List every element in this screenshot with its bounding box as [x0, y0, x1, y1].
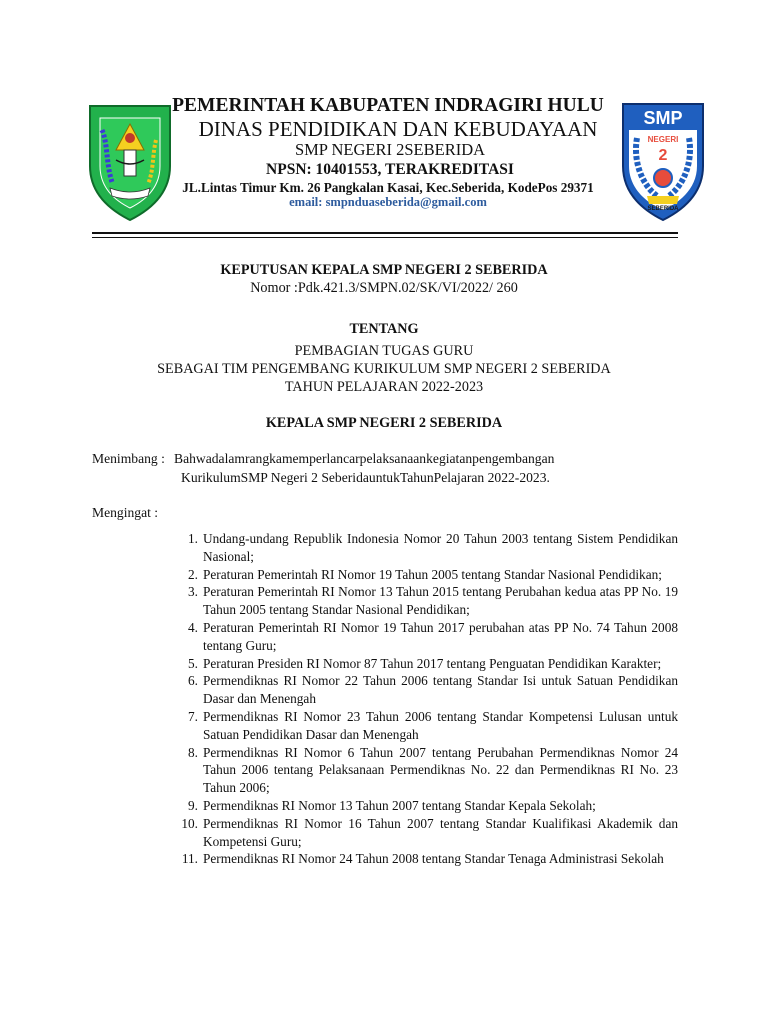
mengingat-label: Mengingat :: [92, 505, 159, 520]
list-item-text: Permendiknas RI Nomor 6 Tahun 2007 tentang Perubahan Permendiknas Nomor 24 Tahun 2006 tentang Pelaksanaan Permendiknas No. 22 dan Permendiknas RI No. 23 Tahun 2006;: [203, 744, 678, 796]
list-item: [0, 566, 678, 584]
letterhead-government: PEMERINTAH KABUPATEN INDRAGIRI HULU: [172, 95, 604, 116]
list-item: [0, 815, 678, 851]
letterhead-divider-thin: [92, 237, 678, 238]
decree-subject-line3: TAHUN PELAJARAN 2022-2023: [284, 379, 484, 395]
list-item-number: 7.: [188, 708, 198, 724]
letterhead-npsn: NPSN: 10401553, TERAKREDITASI: [266, 161, 514, 178]
decree-issuer: KEPALA SMP NEGERI 2 SEBERIDA: [265, 415, 503, 431]
list-item-text: Permendiknas RI Nomor 24 Tahun 2008 tentang Standar Tenaga Administrasi Sekolah: [203, 851, 664, 867]
list-item-number: 10.: [181, 815, 198, 831]
list-item-text: Permendiknas RI Nomor 23 Tahun 2006 tentang Standar Kompetensi Lulusan untuk Satuan Pendidikan Dasar dan Menengah: [203, 708, 678, 742]
mengingat-list: [0, 530, 768, 868]
letterhead-divider-thick: [92, 232, 678, 234]
decree-number: Nomor :Pdk.421.3/SMPN.02/SK/VI/2022/ 260: [250, 280, 518, 296]
letterhead-address: JL.Lintas Timur Km. 26 Pangkalan Kasai, Kec.Seberida, KodePos 29371: [182, 180, 594, 195]
list-item: [0, 708, 678, 744]
list-item-text: Peraturan Presiden RI Nomor 87 Tahun 2017 tentang Penguatan Pendidikan Karakter;: [203, 655, 662, 671]
list-item-text: Peraturan Pemerintah RI Nomor 13 Tahun 2015 tentang Perubahan kedua atas PP No. 19 Tahun 2005 tentang Standar Nasional Pendidikan;: [203, 584, 678, 618]
school-logo-text-seberida: SEBERIDA: [647, 206, 679, 212]
school-logo-text-negeri: NEGERI: [647, 135, 679, 144]
letterhead-email: email: smpnduaseberida@gmail.com: [289, 195, 487, 209]
menimbang-label: Menimbang :: [92, 451, 165, 466]
list-item-text: Peraturan Pemerintah RI Nomor 19 Tahun 2005 tentang Standar Nasional Pendidikan;: [203, 566, 662, 582]
menimbang-text-line2: KurikulumSMP Negeri 2 SeberidauntukTahunPelajaran 2022-2023.: [181, 470, 550, 485]
decree-subject-line1: PEMBAGIAN TUGAS GURU: [294, 343, 474, 359]
list-item: [0, 655, 678, 673]
list-item: [0, 850, 678, 868]
list-item: [0, 672, 678, 708]
list-item-number: 9.: [188, 797, 198, 813]
list-item-number: 1.: [188, 531, 198, 546]
list-item-text: Undang-undang Republik Indonesia Nomor 20 Tahun 2003 tentang Sistem Pendidikan Nasional;: [203, 531, 678, 564]
list-item-text: Peraturan Pemerintah RI Nomor 19 Tahun 2017 perubahan atas PP No. 74 Tahun 2008 tentang Guru;: [203, 619, 678, 653]
menimbang-text-line1: Bahwadalamrangkamemperlancarpelaksanaankegiatanpengembangan: [174, 451, 555, 466]
list-item: [0, 583, 678, 619]
list-item-text: Permendiknas RI Nomor 22 Tahun 2006 tentang Standar Isi untuk Satuan Pendidikan Dasar dan Menengah: [203, 673, 678, 707]
school-logo-text-smp: SMP: [643, 108, 683, 128]
list-item-number: 5.: [188, 655, 198, 671]
list-item: [0, 530, 678, 566]
decree-tentang: TENTANG: [349, 321, 419, 337]
list-item-number: 11.: [181, 851, 198, 867]
list-item: [0, 744, 678, 797]
list-item-text: Permendiknas RI Nomor 16 Tahun 2007 tentang Standar Kualifikasi Akademik dan Kompetensi Guru;: [203, 815, 678, 849]
letterhead-department: DINAS PENDIDIKAN DAN KEBUDAYAAN: [198, 117, 598, 141]
decree-subject-line2: SEBAGAI TIM PENGEMBANG KURIKULUM SMP NEGERI 2 SEBERIDA: [157, 361, 611, 377]
list-item-text: Permendiknas RI Nomor 13 Tahun 2007 tentang Standar Kepala Sekolah;: [203, 797, 596, 813]
list-item-number: 8.: [188, 744, 198, 760]
decree-title: KEPUTUSAN KEPALA SMP NEGERI 2 SEBERIDA: [220, 262, 548, 278]
list-item-number: 6.: [188, 673, 198, 689]
list-item: [0, 797, 678, 815]
list-item-number: 3.: [188, 584, 198, 600]
school-logo-text-number: 2: [658, 147, 668, 164]
list-item: [0, 619, 678, 655]
list-item-number: 2.: [188, 566, 198, 582]
letterhead-school-name: SMP NEGERI 2SEBERIDA: [294, 140, 486, 159]
list-item-number: 4.: [188, 619, 198, 635]
